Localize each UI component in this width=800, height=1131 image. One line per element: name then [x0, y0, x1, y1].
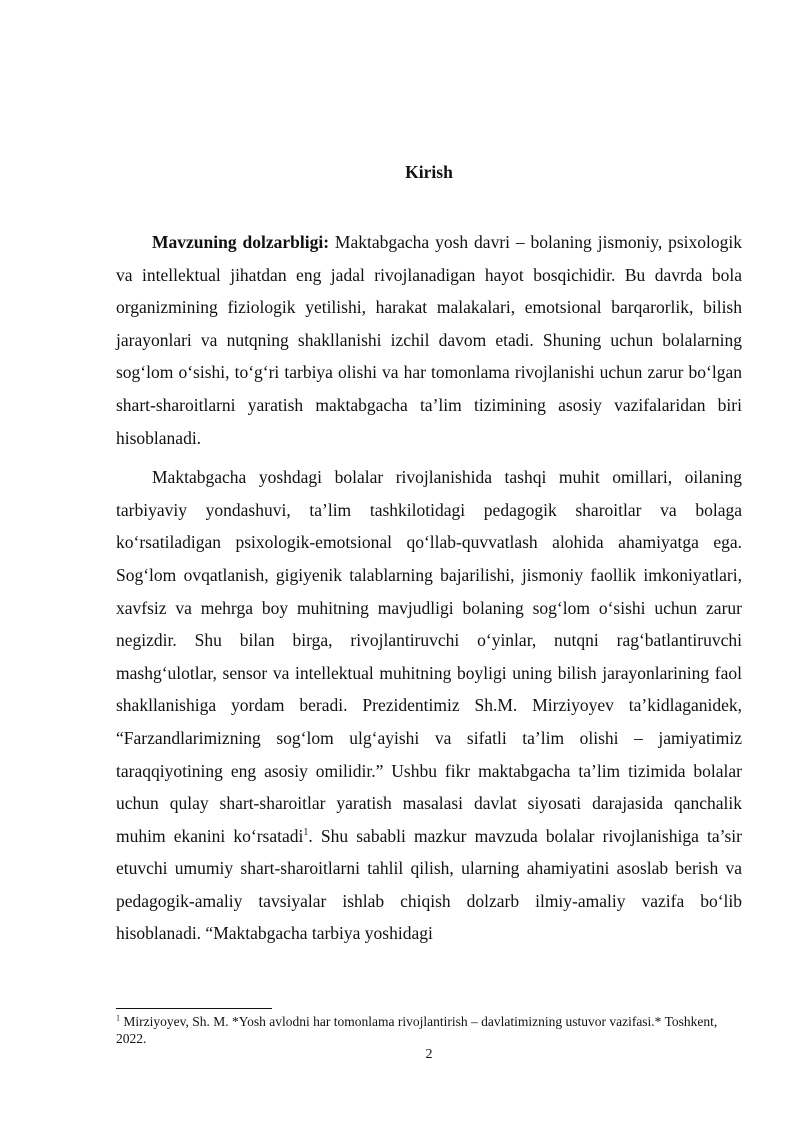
body-text — [116, 226, 742, 957]
paragraph-text-after-ref: . Shu sababli mazkur mavzuda bolalar rivojlanishiga ta’sir etuvchi umumiy shart-sharoitlarni tahlil qilish, ularning ahamiyatini asoslab berish va pedagogik-amaliy tavsiyalar ishlab chiqish dolzarb ilmiy-amaliy vazifa bo‘lib hisoblanadi. “Maktabgacha tarbiya yoshidagi — [116, 825, 742, 944]
paragraph-lead: Mavzuning dolzarbligi: — [152, 232, 330, 252]
footnote — [116, 1013, 742, 1047]
footnote-reference[interactable]: 1 — [303, 826, 309, 838]
paragraph-text-before-ref: Maktabgacha yoshdagi bolalar rivojlanishida tashqi muhit omillari, oilaning tarbiyaviy yondashuvi, ta’lim tashkilotidagi pedagogik sharoitlar va bolaga ko‘rsatiladigan psixologik-emotsional qo‘llab-quvvatlash alohida ahamiyatga ega. Sog‘lom ovqatlanish, gigiyenik talablarning bajarilishi, jismoniy faollik imkoniyatlari, xavfsiz va mehrga boy muhitning mavjudligi bolaning sog‘lom o‘sishi uchun zarur negizdir. Shu bilan birga, rivojlantiruvchi o‘yinlar, nutqni rag‘batlantiruvchi mashg‘ulotlar, sensor va intellektual muhitning boyligi uning bilish jarayonlarining faol shakllanishiga yordam beradi. Prezidentimiz Sh.M. Mirziyoyev ta’kidlaganidek, “Farzandlarimizning sog‘lom ulg‘ayishi va sifatli ta’lim olishi – jamiyatimiz taraqqiyotining eng asosiy omilidir.” Ushbu fikr maktabgacha ta’lim tizimida bolalar uchun qulay shart-sharoitlar yaratish masalasi davlat siyosati darajasida qanchalik muhim ekanini ko‘rsatadi — [116, 467, 742, 846]
section-heading: Kirish — [405, 162, 453, 182]
footnote-marker: 1 — [116, 1013, 120, 1023]
paragraph-conditions — [116, 461, 742, 950]
paragraph-text: Maktabgacha yosh davri – bolaning jismoniy, psixologik va intellektual jihatdan eng jadal rivojlanadigan hayot bosqichidir. Bu davrda bola organizmining fiziologik yetilishi, harakat malakalari, emotsional barqarorlik, bilish jarayonlari va nutqning shakllanishi izchil davom etadi. Shuning uchun bolalarning sog‘lom o‘sishi, to‘g‘ri tarbiya olishi va har tomonlama rivojlanishi uchun zarur bo‘lgan shart-sharoitlarni yaratish maktabgacha ta’lim tizimining asosiy vazifalaridan biri hisoblanadi. — [116, 232, 742, 448]
paragraph-relevance — [116, 226, 742, 454]
footnote-text: Mirziyoyev, Sh. M. *Yosh avlodni har tomonlama rivojlantirish – davlatimizning ustuvor vazifasi.* Toshkent, 2022. — [116, 1014, 718, 1046]
footnote-separator — [116, 1008, 272, 1009]
page-number: 2 — [425, 1047, 433, 1062]
